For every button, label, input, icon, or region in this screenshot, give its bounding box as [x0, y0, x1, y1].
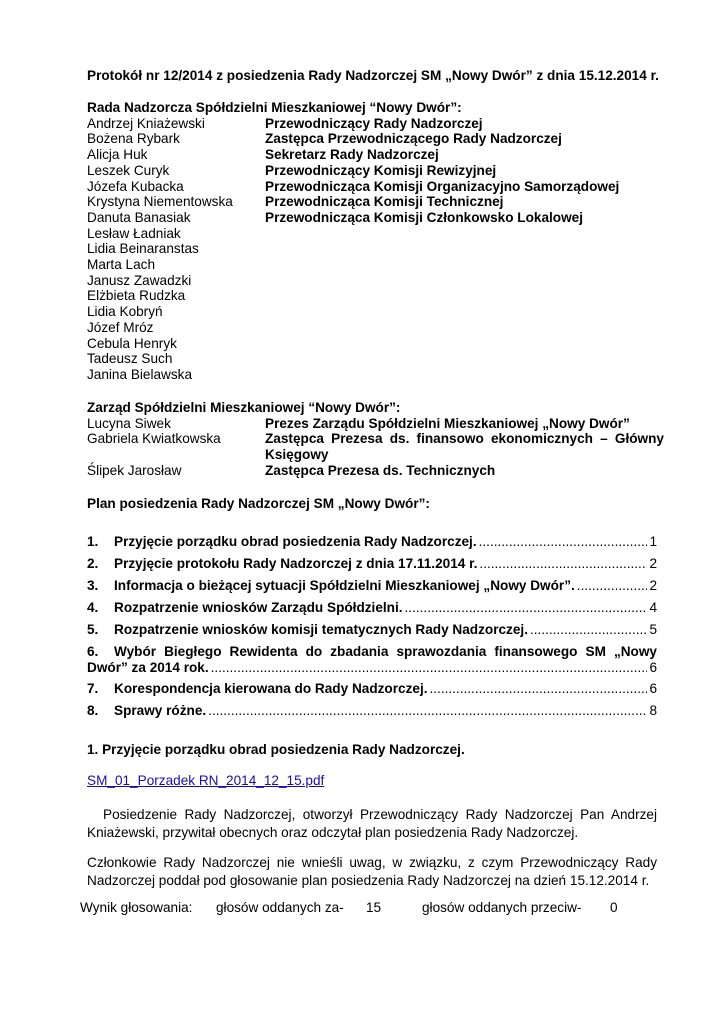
- member-row: [87, 431, 664, 462]
- toc-leader: [479, 556, 647, 571]
- toc-item-page: 2: [649, 578, 657, 593]
- vote-for-label: głosów oddanych za-: [216, 900, 344, 915]
- toc-item[interactable]: [87, 681, 657, 703]
- member-name: Gabriela Kwiatkowska: [87, 431, 221, 447]
- table-of-contents: [87, 534, 657, 725]
- member-row: [87, 241, 664, 257]
- supervisory-board-section: [87, 100, 664, 383]
- member-row: [87, 273, 664, 289]
- member-row: [87, 131, 664, 147]
- member-name: Lesław Ładniak: [87, 225, 181, 241]
- member-role: Zastępca Prezesa ds. Technicznych: [265, 462, 496, 478]
- toc-item-label: Korespondencja kierowana do Rady Nadzorczej.: [114, 681, 428, 697]
- toc-item-number: 3.: [87, 578, 99, 593]
- toc-item[interactable]: [87, 703, 657, 725]
- member-name: Józefa Kubacka: [87, 178, 184, 194]
- toc-item-first-line: [87, 644, 657, 660]
- toc-item[interactable]: [87, 644, 657, 675]
- member-row: [87, 304, 664, 320]
- toc-leader: [530, 622, 647, 637]
- toc-item[interactable]: [87, 622, 657, 644]
- vote-against-label: głosów oddanych przeciw-: [422, 900, 582, 915]
- member-role: Przewodnicząca Komisji Członkowsko Lokalowej: [265, 209, 584, 225]
- toc-item-page: 5: [649, 622, 657, 637]
- member-role: Przewodnicząca Komisji Organizacyjno Samorządowej: [265, 178, 620, 194]
- member-name: Józef Mróz: [87, 319, 154, 335]
- member-name: Andrzej Kniażewski: [87, 115, 205, 131]
- member-role: [265, 336, 664, 352]
- member-role: [265, 226, 664, 242]
- toc-item-page: 6: [649, 681, 657, 697]
- toc-item-number: 5.: [87, 622, 99, 637]
- toc-item-label: Przyjęcie protokołu Rady Nadzorczej z dnia 17.11.2014 r.: [114, 556, 478, 571]
- vote-for-value: 15: [366, 900, 382, 915]
- toc-item-label: Informacja o bieżącej sytuacji Spółdzielni Mieszkaniowej „Nowy Dwór”.: [114, 578, 575, 593]
- member-role: [265, 304, 664, 320]
- section-1-heading: 1. Przyjęcie porządku obrad posiedzenia Rady Nadzorczej.: [87, 742, 465, 757]
- toc-item[interactable]: [87, 600, 657, 622]
- member-role: Przewodniczący Rady Nadzorczej: [265, 115, 483, 131]
- toc-item-number: 2.: [87, 556, 99, 571]
- member-name: Tadeusz Such: [87, 351, 173, 367]
- member-name: Cebula Henryk: [87, 335, 177, 351]
- member-role: Zastępca Prezesa ds. finansowo ekonomicznych – Główny Księgowy: [265, 431, 664, 463]
- member-name: Marta Lach: [87, 257, 156, 273]
- member-name: Alicja Huk: [87, 147, 148, 163]
- member-name: Lidia Beinaranstas: [87, 241, 199, 257]
- management-board-heading: Zarząd Spółdzielni Mieszkaniowej “Nowy Dwór”:: [87, 400, 401, 415]
- member-role: Przewodnicząca Komisji Technicznej: [265, 194, 504, 210]
- management-board-section: [87, 400, 664, 479]
- toc-leader: [211, 660, 648, 676]
- toc-item-page: 8: [649, 703, 657, 719]
- toc-item[interactable]: [87, 578, 657, 600]
- toc-leader: [479, 534, 648, 549]
- toc-item-number: 1.: [87, 534, 99, 549]
- member-row: [87, 288, 664, 304]
- member-row: [87, 163, 664, 179]
- member-name: Ślipek Jarosław: [87, 462, 182, 478]
- member-name: Danuta Banasiak: [87, 209, 191, 225]
- member-row: [87, 336, 664, 352]
- member-name: Krystyna Niementowska: [87, 194, 233, 210]
- toc-item-number: 7.: [87, 681, 99, 697]
- member-role: [265, 257, 664, 273]
- toc-item-page: 6: [649, 659, 657, 675]
- member-role: Przewodniczący Komisji Rewizyjnej: [265, 162, 497, 178]
- toc-item[interactable]: [87, 534, 657, 556]
- member-row: [87, 194, 664, 210]
- member-row: [87, 463, 664, 479]
- member-name: Lidia Kobryń: [87, 304, 163, 320]
- member-row: [87, 147, 664, 163]
- member-row: [87, 351, 664, 367]
- toc-leader: [405, 600, 648, 615]
- toc-item-second-line: [87, 660, 657, 676]
- toc-item-number: 8.: [87, 703, 99, 719]
- supervisory-board-heading: Rada Nadzorcza Spółdzielni Mieszkaniowej “Nowy Dwór”:: [87, 100, 462, 115]
- toc-leader: [430, 681, 648, 696]
- member-role: Prezes Zarządu Spółdzielni Mieszkaniowej „Nowy Dwór”: [265, 415, 630, 431]
- toc-item-page: 1: [649, 534, 657, 549]
- member-role: [265, 351, 664, 367]
- toc-item-label: Sprawy różne.: [114, 703, 207, 719]
- supervisory-board-list: [87, 116, 664, 383]
- paragraph: Członkowie Rady Nadzorczej nie wnieśli uwag, w związku, z czym Przewodniczący Rady Nadzorczej poddał pod głosowanie plan posiedzenia Rady Nadzorczej na dzień 15.12.2014 r.: [87, 855, 657, 888]
- member-name: Elżbieta Rudzka: [87, 288, 186, 304]
- toc-item-number: 4.: [87, 600, 99, 615]
- toc-leader: [577, 578, 648, 593]
- member-row: [87, 210, 664, 226]
- toc-item-label: Rozpatrzenie wniosków komisji tematycznych Rady Nadzorczej.: [114, 622, 528, 637]
- paragraph: Posiedzenie Rady Nadzorczej, otworzył Przewodniczący Rady Nadzorczej Pan Andrzej Kniażewski, przywitał obecnych oraz odczytał plan posiedzenia Rady Nadzorczej.: [87, 807, 657, 840]
- member-name: Bożena Rybark: [87, 131, 180, 147]
- toc-item-number: 6.: [87, 644, 99, 659]
- toc-leader: [208, 703, 647, 718]
- member-row: [87, 179, 664, 195]
- toc-item-label: Rozpatrzenie wniosków Zarządu Spółdzielni.: [114, 600, 403, 615]
- member-role: [265, 288, 664, 304]
- member-name: Janina Bielawska: [87, 366, 193, 382]
- member-role: [265, 320, 664, 336]
- member-row: [87, 226, 664, 242]
- member-row: [87, 320, 664, 336]
- member-role: [265, 273, 664, 289]
- member-name: Leszek Curyk: [87, 162, 170, 178]
- member-role: [265, 241, 664, 257]
- member-name: Lucyna Siwek: [87, 415, 171, 431]
- toc-item-page: 2: [649, 556, 657, 571]
- vote-against-value: 0: [610, 900, 618, 915]
- member-role: [265, 367, 664, 383]
- toc-item[interactable]: [87, 556, 657, 578]
- attachment-link[interactable]: SM_01_Porzadek RN_2014_12_15.pdf: [87, 773, 325, 788]
- vote-label: Wynik głosowania:: [80, 900, 193, 915]
- management-board-list: [87, 416, 664, 479]
- member-name: Janusz Zawadzki: [87, 272, 192, 288]
- toc-item-label: Przyjęcie porządku obrad posiedzenia Rady Nadzorczej.: [114, 534, 477, 549]
- member-role: Zastępca Przewodniczącego Rady Nadzorczej: [265, 131, 562, 147]
- member-row: [87, 257, 664, 273]
- member-row: [87, 416, 664, 432]
- member-role: Sekretarz Rady Nadzorczej: [265, 147, 439, 163]
- member-row: [87, 367, 664, 383]
- protocol-title: Protokół nr 12/2014 z posiedzenia Rady Nadzorczej SM „Nowy Dwór” z dnia 15.12.2014 r.: [87, 68, 659, 83]
- member-row: [87, 116, 664, 132]
- toc-item-label-continued: Dwór” za 2014 rok.: [87, 659, 209, 675]
- meeting-plan-heading: Plan posiedzenia Rady Nadzorczej SM „Nowy Dwór”:: [87, 496, 430, 511]
- toc-item-page: 4: [649, 600, 657, 615]
- toc-item-label: Wybór Biegłego Rewidenta do zbadania sprawozdania finansowego SM „Nowy: [114, 644, 657, 659]
